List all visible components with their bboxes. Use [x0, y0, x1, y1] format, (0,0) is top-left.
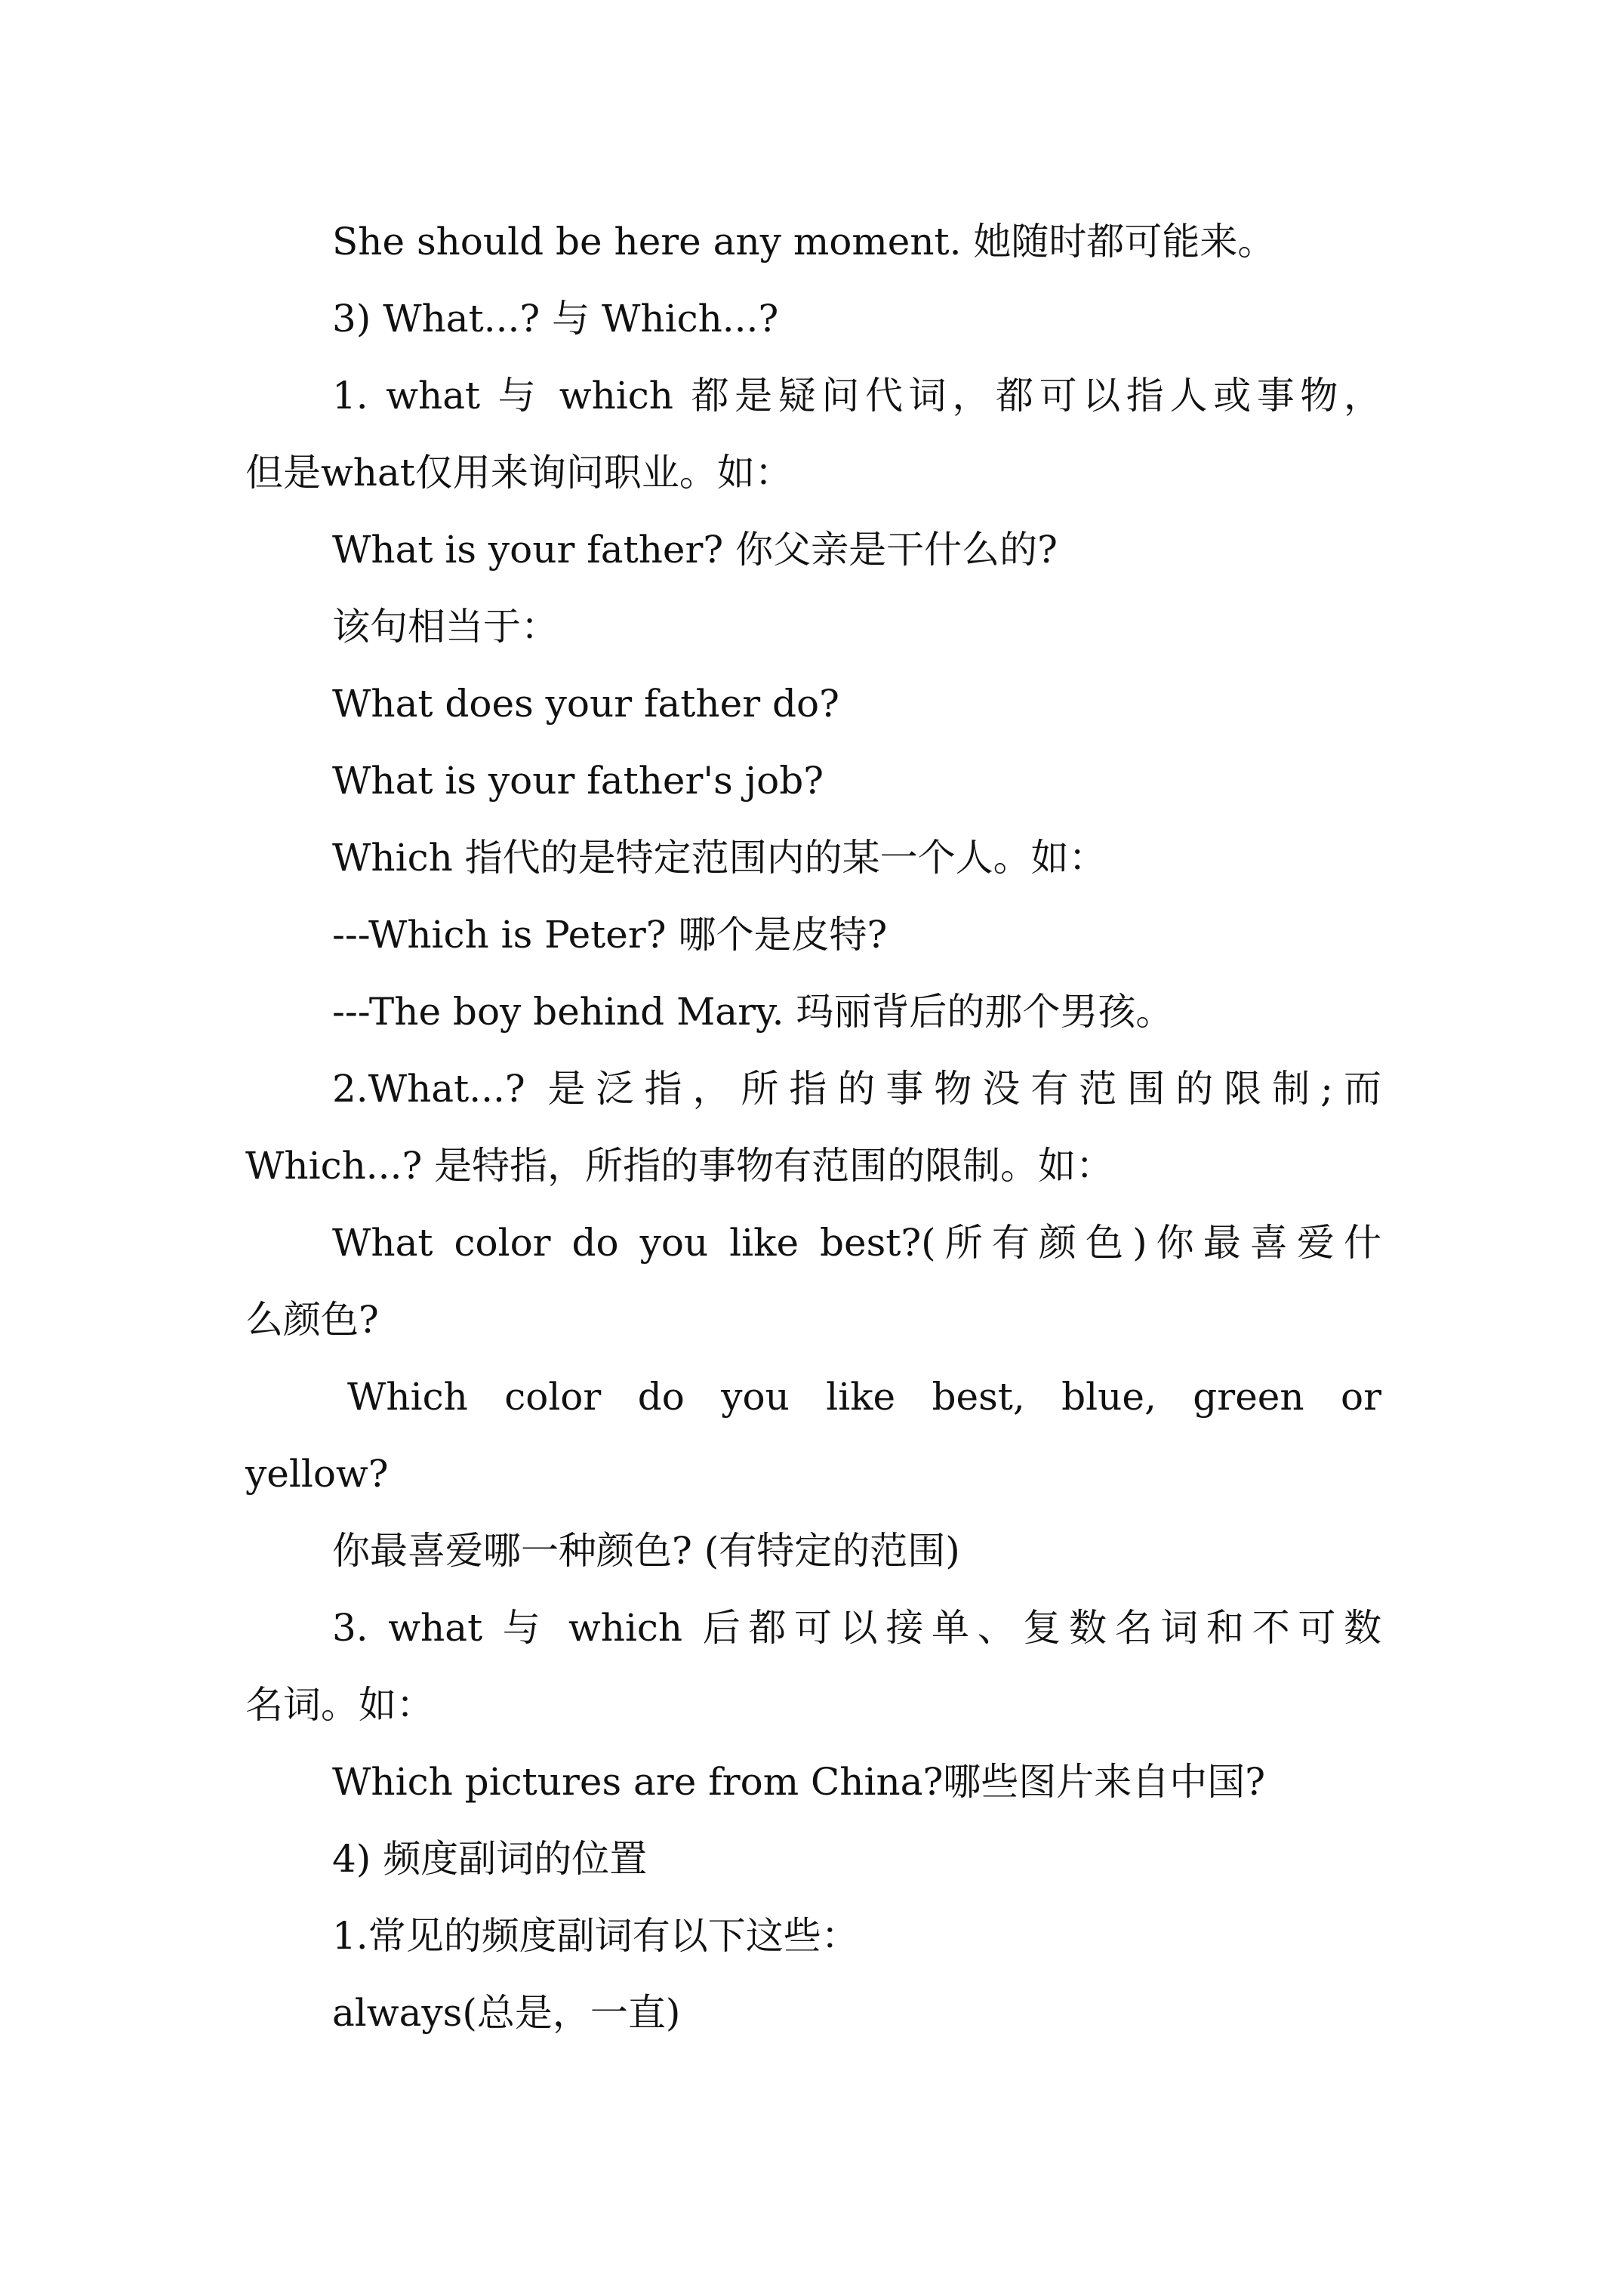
example-sentence: Which color do you like best, blue, green or [347, 1375, 1381, 1419]
example-sentence: What is your father's job? [332, 759, 824, 803]
text-line: always(总是，一直) [332, 1991, 681, 2035]
text-line: 2.What...? 是泛指，所指的事物没有范围的限制;而 [332, 1067, 1381, 1111]
text-line: yellow? [245, 1452, 389, 1496]
text-line: 但是what仅用来询问职业。如： [245, 451, 793, 495]
text-line: She should be here any moment. 她随时都可能来。 [332, 220, 1276, 264]
text-line: Which...? 是特指，所指的事物有范围的限制。如： [245, 1144, 1114, 1188]
text-line: 3. what 与 which 后都可以接单、复数名词和不可数 [332, 1606, 1381, 1650]
text-line: 该句相当于： [332, 605, 559, 649]
text-line: Which 指代的是特定范围内的某一个人。如： [332, 836, 1107, 880]
text-line: 名词。如： [245, 1683, 434, 1727]
example-sentence: What is your father? 你父亲是干什么的? [332, 528, 1058, 572]
example-sentence: What color do you like best?(所有颜色)你最喜爱什 [332, 1221, 1381, 1265]
dialogue-line: ---The boy behind Mary. 玛丽背后的那个男孩。 [332, 990, 1174, 1034]
text-line: 么颜色? [245, 1298, 379, 1342]
text-line: 1.常见的频度副词有以下这些： [332, 1914, 859, 1958]
example-sentence: Which pictures are from China?哪些图片来自中国? [332, 1760, 1266, 1804]
text-line: 1. what 与 which 都是疑问代词，都可以指人或事物， [332, 374, 1381, 418]
section-heading: 3) What...? 与 Which...? [332, 297, 779, 341]
dialogue-line: ---Which is Peter? 哪个是皮特? [332, 913, 888, 957]
text-line: 你最喜爱哪一种颜色? (有特定的范围) [332, 1529, 960, 1573]
example-sentence: What does your father do? [332, 682, 839, 726]
section-heading: 4) 频度副词的位置 [332, 1837, 648, 1881]
